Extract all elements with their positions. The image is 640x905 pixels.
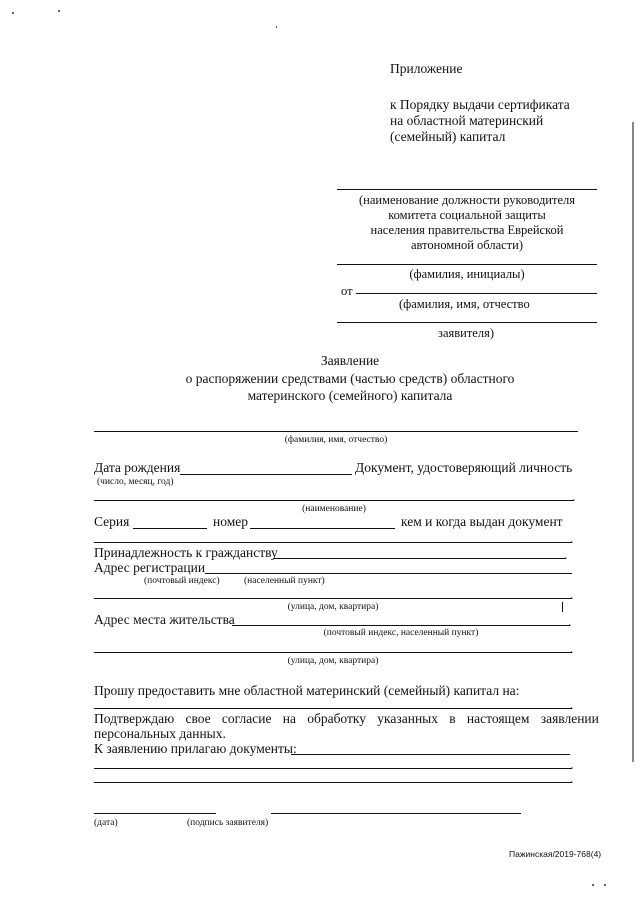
consent-text (94, 711, 599, 727)
scan-speck (12, 12, 14, 14)
consent-word: Подтверждаю (94, 711, 175, 726)
live-address-field[interactable] (232, 625, 570, 626)
birth-date-field[interactable] (180, 474, 352, 475)
field-end-dot: . (570, 697, 574, 712)
number-field[interactable] (250, 528, 395, 529)
field-end-dot: . (572, 489, 576, 504)
issued-by-label: кем и когда выдан документ (401, 514, 563, 529)
citizenship-label: Принадлежность к гражданству (94, 545, 278, 560)
field-end-dot: . (570, 757, 574, 772)
live-address-label: Адрес места жительства (94, 612, 235, 627)
consent-word: согласие (221, 711, 272, 726)
applicant-name-field-2[interactable] (337, 322, 597, 323)
issued-by-field[interactable] (94, 542, 572, 543)
date-caption: (дата) (94, 818, 118, 828)
number-label: номер (213, 514, 249, 529)
position-caption: комитета социальной защиты (388, 208, 546, 222)
margin-tick (562, 602, 563, 612)
position-field[interactable] (337, 189, 597, 190)
field-end-dot: . (570, 771, 574, 786)
birth-date-caption: (число, месяц, год) (97, 477, 174, 487)
citizenship-field[interactable] (273, 558, 565, 559)
official-name-field[interactable] (337, 264, 597, 265)
id-document-name-field[interactable] (94, 500, 574, 501)
date-field[interactable] (94, 813, 216, 814)
id-document-label: Документ, удостоверяющий личность (355, 460, 573, 475)
statement-subtitle: материнского (семейного) капитала (247, 388, 453, 403)
appendix-line: к Порядку выдачи сертификата (390, 97, 570, 112)
document-code: Пажинская/2019-768(4) (509, 849, 602, 859)
postal-locality-caption: (почтовый индекс, населенный пункт) (323, 628, 479, 638)
applicant-caption-end: заявителя) (438, 326, 494, 340)
consent-word: указанных (377, 711, 438, 726)
field-end-dot: . (568, 614, 572, 629)
live-street-field[interactable] (94, 652, 572, 653)
field-end-dot: . (570, 641, 574, 656)
statement-title: Заявление (320, 353, 380, 368)
signature-caption: (подпись заявителя) (187, 818, 269, 828)
document-name-caption: (наименование) (302, 504, 366, 514)
attach-field[interactable] (291, 754, 570, 755)
request-text: Прошу предоставить мне областной материнский (семейный) капитал на: (94, 683, 520, 698)
reg-street-field[interactable] (94, 598, 572, 599)
signature-field[interactable] (271, 813, 521, 814)
appendix-line: (семейный) капитал (390, 129, 506, 144)
appendix-line: на областной материнский (390, 113, 544, 128)
scan-edge-mark (632, 122, 634, 762)
consent-text-end: персональных данных. (94, 726, 226, 741)
position-caption: автономной области) (411, 238, 523, 252)
scan-speck (592, 884, 594, 886)
request-purpose-field[interactable] (94, 708, 572, 709)
consent-word: заявлении (540, 711, 599, 726)
locality-caption: (населенный пункт) (244, 576, 325, 586)
consent-word: настоящем (466, 711, 530, 726)
fio-caption: (фамилия, имя, отчество) (284, 435, 388, 445)
applicant-name-field[interactable] (356, 293, 597, 294)
consent-word: свое (185, 711, 211, 726)
scan-speck (276, 26, 277, 28)
reg-address-label: Адрес регистрации (94, 560, 206, 575)
birth-date-label: Дата рождения (94, 460, 181, 475)
attach-field-3[interactable] (94, 782, 572, 783)
series-field[interactable] (133, 528, 207, 529)
attach-field-2[interactable] (94, 768, 572, 769)
scan-speck (58, 10, 60, 12)
consent-word: в (449, 711, 456, 726)
consent-word: на (282, 711, 296, 726)
position-caption: (наименование должности руководителя (359, 193, 575, 207)
street-caption: (улица, дом, квартира) (287, 602, 379, 612)
field-end-dot: . (570, 587, 574, 602)
applicant-caption: (фамилия, имя, отчество (399, 297, 530, 311)
attach-label: К заявлению прилагаю документы: (94, 741, 297, 756)
street-caption: (улица, дом, квартира) (287, 656, 379, 666)
position-caption: населения правительства Еврейской (370, 223, 564, 237)
from-label: от (341, 284, 353, 298)
scan-speck (604, 884, 606, 886)
appendix-title: Приложение (390, 61, 463, 76)
statement-subtitle: о распоряжении средствами (частью средств) областного (185, 371, 515, 386)
consent-word: обработку (307, 711, 367, 726)
applicant-fio-field[interactable] (94, 431, 578, 432)
postal-index-caption: (почтовый индекс) (144, 576, 220, 586)
reg-address-field[interactable] (205, 573, 572, 574)
field-end-dot: . (570, 531, 574, 546)
official-name-caption: (фамилия, инициалы) (409, 267, 525, 281)
series-label: Серия (94, 514, 130, 529)
field-end-dot: . (564, 547, 568, 562)
